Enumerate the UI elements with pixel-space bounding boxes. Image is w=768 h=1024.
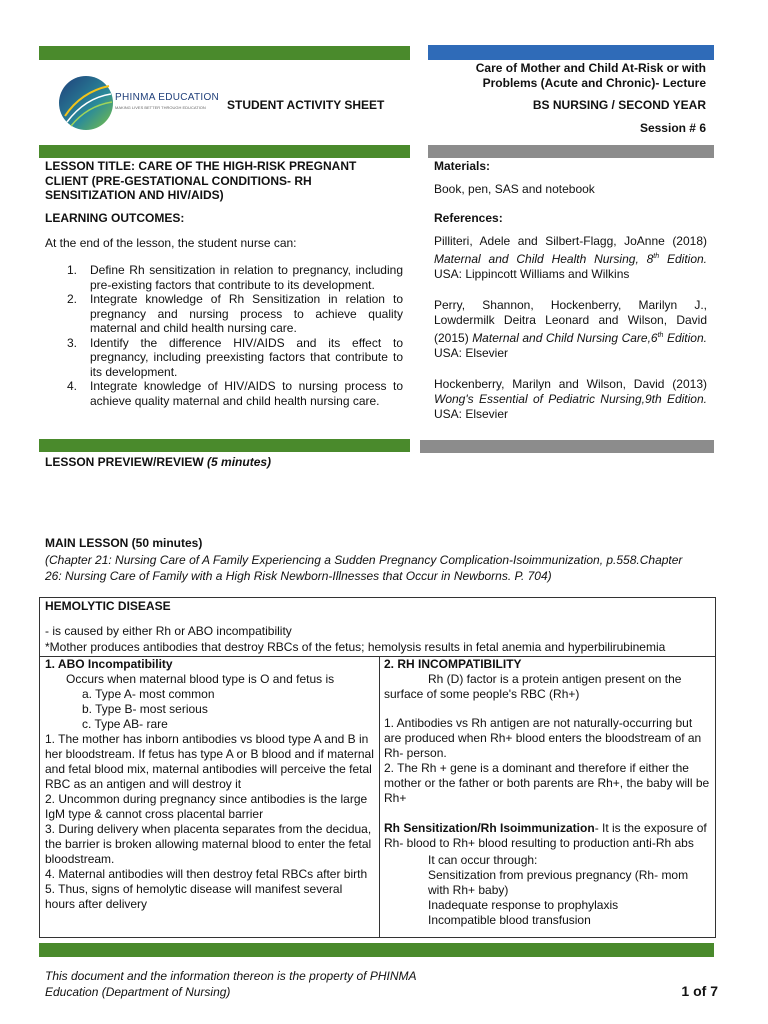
lesson-title-line-1: LESSON TITLE: CARE OF THE HIGH-RISK PREGNANT	[45, 159, 357, 173]
rh-sensitization: Rh Sensitization/Rh Isoimmunization- It is the exposure of Rh- blood to Rh+ blood resulting to production anti-Rh abs	[384, 821, 707, 850]
chapter-note-line-2: 26: Nursing Care of Family with a High Risk Newborn-Illnesses that Occur in Newborns. P. 704)	[45, 569, 552, 583]
hemolytic-disease-table	[39, 597, 716, 938]
outcomes-heading: LEARNING OUTCOMES:	[45, 211, 185, 225]
outcome-item: 3. Identify the difference HIV/AIDS and its effect to pregnancy, including preexisting factors that contribute to its development.	[67, 335, 403, 379]
reference-item: Hockenberry, Marilyn and Wilson, David (2013) Wong's Essential of Pediatric Nursing,9th Edition. USA: Elsevier	[434, 377, 707, 421]
abo-point: 2. Uncommon during pregnancy since antibodies is the large IgM type & cannot cross placental barrier	[45, 792, 368, 821]
abo-heading: 1. ABO Incompatibility	[45, 657, 173, 671]
rh-cell	[384, 657, 710, 928]
header-bar-right	[428, 45, 714, 60]
reference-item: Perry, Shannon, Hockenberry, Marilyn J., Lowdermilk Deitra Leonard and Wilson, David (2015) Maternal and Child Nursing Care,6th Edition. USA: Elsevier	[434, 298, 707, 360]
table-title: HEMOLYTIC DISEASE	[45, 599, 171, 613]
materials-text: Book, pen, SAS and notebook	[434, 182, 595, 196]
footer-bar	[39, 943, 714, 957]
lesson-title-line-3: SENSITIZATION AND HIV/AIDS)	[45, 188, 224, 202]
table-mother-note: *Mother produces antibodies that destroy RBCs of the fetus; hemolysis results in fetal anemia and hyperbilirubinemia	[45, 640, 666, 654]
outcomes-list	[45, 263, 403, 408]
main-lesson-heading: MAIN LESSON (50 minutes)	[45, 536, 203, 550]
lesson-title	[45, 159, 405, 203]
lesson-title-line-2: CLIENT (PRE-GESTATIONAL CONDITIONS- RH	[45, 173, 312, 188]
rh-heading: 2. RH INCOMPATIBILITY	[384, 657, 522, 671]
abo-point: 3. During delivery when placenta separates from the decidua, the barrier is broken allowing maternal blood to enter the fetal bloodstream.	[45, 822, 372, 866]
header-bar-left	[39, 46, 410, 60]
lesson-bar	[39, 145, 410, 158]
preview-bar	[39, 439, 410, 452]
chapter-note-line-1: (Chapter 21: Nursing Care of A Family Experiencing a Sudden Pregnancy Complication-Isoimmunization, p.558.Chapter	[45, 553, 683, 567]
outcome-item: 4. Integrate knowledge of HIV/AIDS to nursing process to achieve quality maternal and child health nursing care.	[67, 379, 403, 408]
abo-type-item: c. Type AB- rare	[82, 717, 168, 731]
rh-cause-item: Inadequate response to prophylaxis	[428, 898, 619, 912]
reference-item: Pilliteri, Adele and Silbert-Flagg, JoAnne (2018) Maternal and Child Health Nursing, 8th Edition. USA: Lippincott Williams and Wilkins	[434, 234, 708, 281]
abo-type-item: a. Type A- most common	[82, 687, 215, 701]
references-list	[434, 234, 707, 438]
logo-name: PHINMA EDUCATION	[115, 92, 220, 103]
materials-heading: Materials:	[434, 159, 491, 173]
page-number: 1 of 7	[681, 983, 718, 999]
outcome-item: 1. Define Rh sensitization in relation to pregnancy, including pre-existing factors that contribute to its development.	[67, 263, 403, 292]
abo-type-item: b. Type B- most serious	[82, 702, 208, 716]
course-title-line-2: Problems (Acute and Chronic)- Lecture	[482, 76, 706, 90]
session-label: Session # 6	[639, 121, 706, 135]
preview-heading: LESSON PREVIEW/REVIEW (5 minutes)	[45, 455, 272, 469]
logo-tagline: MAKING LIVES BETTER THROUGH EDUCATION	[115, 105, 206, 110]
outcomes-intro: At the end of the lesson, the student nurse can:	[45, 236, 297, 250]
rh-point: 1. Antibodies vs Rh antigen are not naturally-occurring but are produced when Rh+ blood enters the bloodstream of an Rh- person.	[384, 716, 702, 760]
footer-note	[45, 968, 465, 1000]
abo-point: 5. Thus, signs of hemolytic disease will manifest several hours after delivery	[45, 882, 343, 911]
outcome-item: 2. Integrate knowledge of Rh Sensitization in relation to pregnancy and nursing process to achieve quality maternal and child health nursing care.	[67, 292, 403, 335]
rh-intro: Rh (D) factor is a protein antigen present on the surface of some people's RBC (Rh+)	[384, 672, 682, 701]
rh-cause-item: Sensitization from previous pregnancy (Rh- mom with Rh+ baby)	[428, 868, 689, 897]
chapter-note	[45, 552, 725, 584]
footer-note-line-2: Education (Department of Nursing)	[45, 985, 231, 999]
course-title-line-1: Care of Mother and Child At-Risk or with	[475, 61, 706, 75]
rh-cause-item: Incompatible blood transfusion	[428, 913, 591, 927]
references-heading: References:	[434, 211, 503, 225]
footer-note-line-1: This document and the information thereon is the property of PHINMA	[45, 969, 417, 983]
rh-through: It can occur through:	[428, 853, 538, 867]
program-label: BS NURSING / SECOND YEAR	[532, 98, 706, 112]
abo-point: 4. Maternal antibodies will then destroy fetal RBCs after birth	[45, 867, 368, 881]
rh-point: 2. The Rh + gene is a dominant and therefore if either the mother or the father or both parents are Rh+, the baby will be Rh+	[384, 761, 710, 805]
sheet-title: STUDENT ACTIVITY SHEET	[227, 98, 385, 112]
table-cause: - is caused by either Rh or ABO incompatibility	[45, 624, 292, 638]
phinma-logo	[57, 72, 220, 134]
course-title	[430, 61, 706, 91]
abo-cell	[45, 657, 375, 912]
abo-intro: Occurs when maternal blood type is O and fetus is	[66, 672, 335, 686]
materials-bar	[428, 145, 714, 158]
preview-bar-right	[420, 440, 714, 453]
table-column-divider	[379, 656, 380, 937]
abo-point: 1. The mother has inborn antibodies vs blood type A and B in her bloodstream. If fetus has type A or B blood and if maternal and fetal blood mix, maternal antibodies will perceive the fetal RBC as an antigen and will destroy it	[45, 732, 374, 791]
